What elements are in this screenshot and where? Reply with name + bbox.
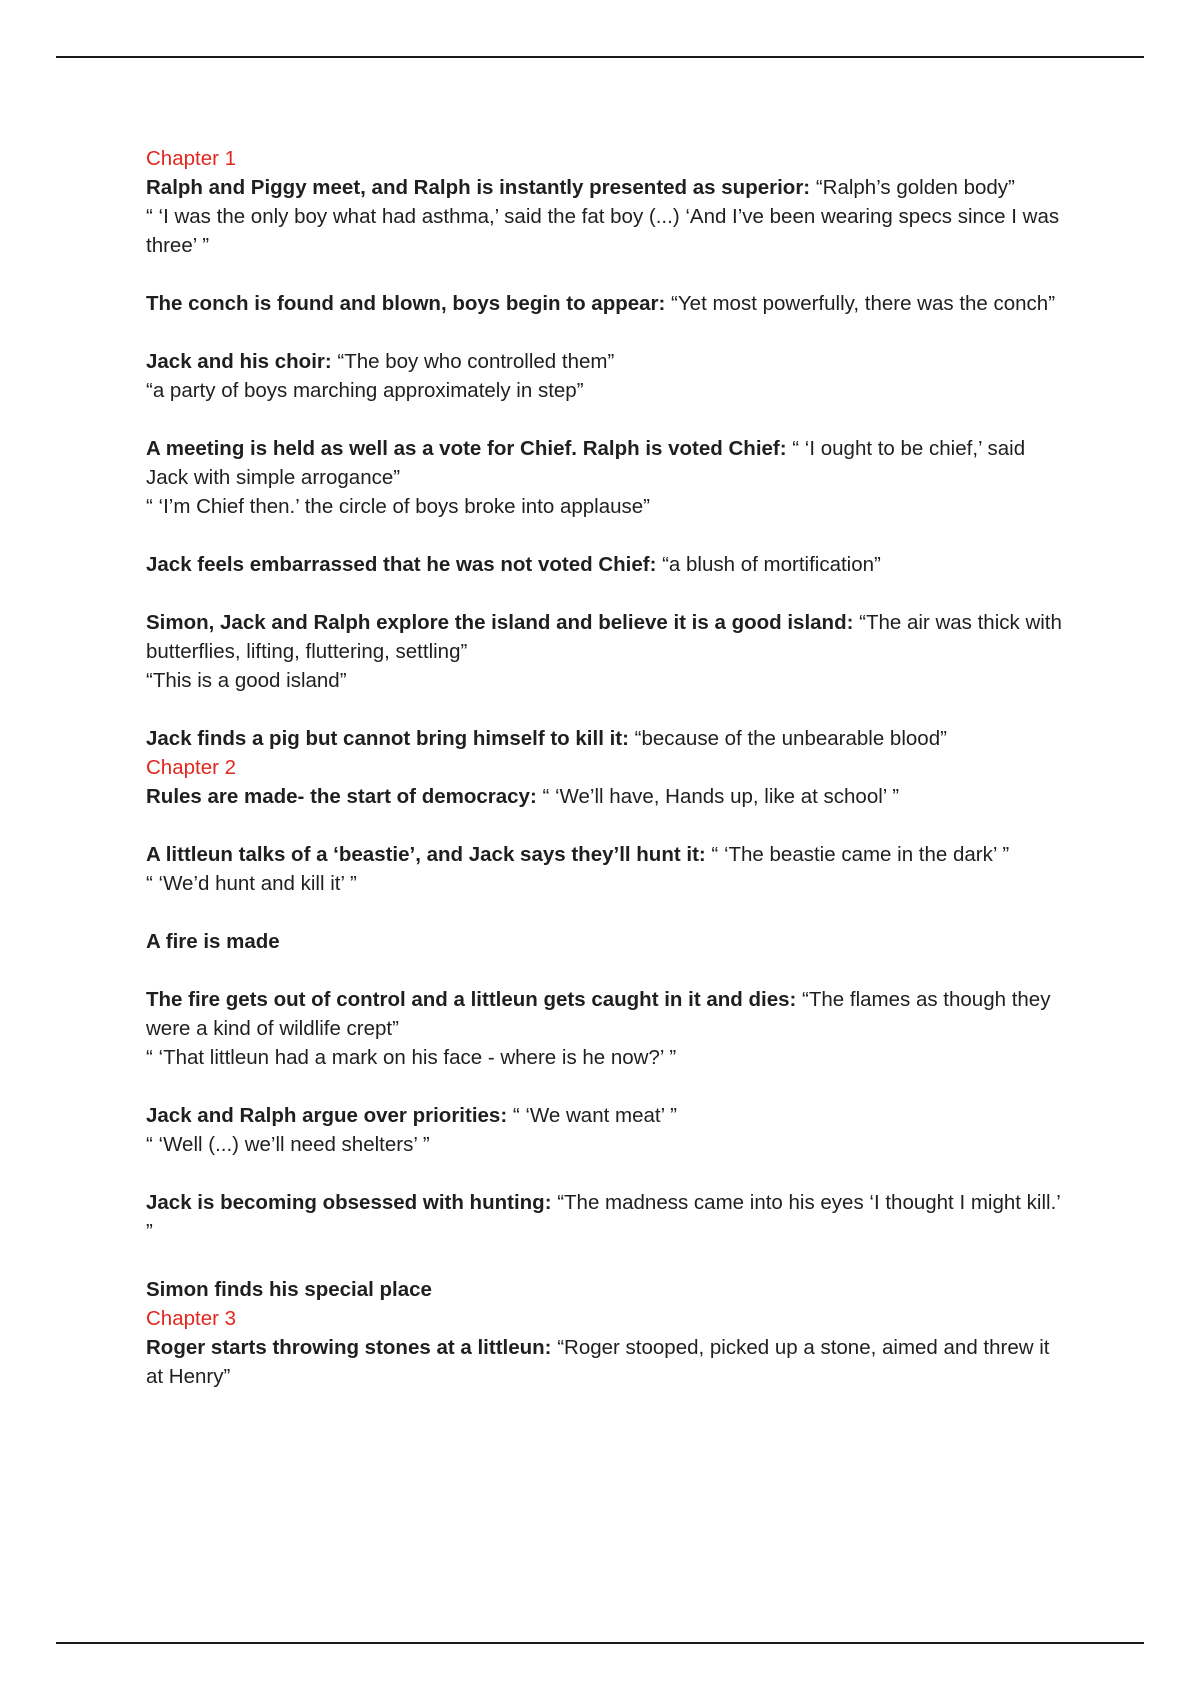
event-heading: A fire is made (146, 930, 280, 953)
summary-entry (146, 927, 1066, 956)
summary-entry (146, 347, 1066, 405)
event-heading: Roger starts throwing stones at a littleun: (146, 1336, 552, 1359)
event-heading: Jack feels embarrassed that he was not voted Chief: (146, 553, 657, 576)
entry-line (146, 1188, 1066, 1246)
entry-line (146, 782, 1066, 811)
quote-line: “ ‘That littleun had a mark on his face - where is he now?’ ” (146, 1046, 677, 1069)
summary-entry (146, 1333, 1066, 1391)
entry-line (146, 289, 1066, 318)
top-rule (56, 56, 1144, 58)
summary-entry (146, 1101, 1066, 1159)
quote-line: “ ‘I’m Chief then.’ the circle of boys broke into applause” (146, 495, 651, 518)
chapter-title: Chapter 3 (146, 1307, 237, 1330)
event-heading: A littleun talks of a ‘beastie’, and Jack says they’ll hunt it: (146, 843, 706, 866)
summary-entry (146, 985, 1066, 1072)
chapter-section (146, 753, 1066, 1304)
chapter-title: Chapter 2 (146, 756, 237, 779)
summary-entry (146, 840, 1066, 898)
quote-line: “a party of boys marching approximately in step” (146, 379, 584, 402)
chapter-title: Chapter 1 (146, 147, 237, 170)
event-heading: The conch is found and blown, boys begin to appear: (146, 292, 666, 315)
summary-entry (146, 289, 1066, 318)
quote-text: “ ‘We want meat’ ” (507, 1104, 677, 1127)
entry-line (146, 173, 1066, 202)
quote-text: “ ‘I ought to be chief,’ said Jack with simple arrogance” (146, 437, 1026, 489)
chapter-section (146, 1304, 1066, 1391)
quote-line: “ ‘I was the only boy what had asthma,’ said the fat boy (...) ‘And I’ve been wearing specs since I was three’ ” (146, 205, 1060, 257)
quote-line: “ ‘We’d hunt and kill it’ ” (146, 872, 357, 895)
quote-text: “The madness came into his eyes ‘I thought I might kill.’ ” (146, 1191, 1061, 1243)
entry-line (146, 347, 1066, 376)
event-heading: Rules are made- the start of democracy: (146, 785, 537, 808)
document-body (146, 144, 1066, 1391)
summary-entry (146, 550, 1066, 579)
entry-line (146, 1101, 1066, 1130)
entry-line (146, 1333, 1066, 1391)
event-heading: Jack is becoming obsessed with hunting: (146, 1191, 552, 1214)
entry-line (146, 724, 1066, 753)
event-heading: Simon, Jack and Ralph explore the island and believe it is a good island: (146, 611, 854, 634)
entry-line (146, 927, 1066, 956)
entry-line (146, 434, 1066, 492)
event-heading: Jack and his choir: (146, 350, 332, 373)
quote-text: “ ‘The beastie came in the dark’ ” (705, 843, 1010, 866)
quote-text: “The boy who controlled them” (331, 350, 615, 373)
event-heading: The fire gets out of control and a littleun gets caught in it and dies: (146, 988, 797, 1011)
entry-line (146, 1275, 1066, 1304)
quote-line: “ ‘Well (...) we’ll need shelters’ ” (146, 1133, 430, 1156)
summary-entry (146, 724, 1066, 753)
quote-text: “Yet most powerfully, there was the conch” (665, 292, 1056, 315)
summary-entry (146, 173, 1066, 260)
entry-line (146, 608, 1066, 666)
quote-text: “a blush of mortification” (656, 553, 881, 576)
quote-text: “Ralph’s golden body” (810, 176, 1015, 199)
quote-text: “The air was thick with butterflies, lifting, fluttering, settling” (146, 611, 1062, 663)
event-heading: A meeting is held as well as a vote for Chief. Ralph is voted Chief: (146, 437, 787, 460)
summary-entry (146, 434, 1066, 521)
event-heading: Jack and Ralph argue over priorities: (146, 1104, 508, 1127)
quote-text: “because of the unbearable blood” (628, 727, 947, 750)
chapter-section (146, 144, 1066, 753)
summary-entry (146, 782, 1066, 811)
quote-text: “ ‘We’ll have, Hands up, like at school’ ” (536, 785, 900, 808)
quote-text: “Roger stooped, picked up a stone, aimed and threw it at Henry” (146, 1336, 1050, 1388)
summary-entry (146, 1275, 1066, 1304)
quote-text: “The flames as though they were a kind of wildlife crept” (146, 988, 1051, 1040)
summary-entry (146, 1188, 1066, 1246)
summary-entry (146, 608, 1066, 695)
entry-line (146, 985, 1066, 1043)
event-heading: Jack finds a pig but cannot bring himself to kill it: (146, 727, 629, 750)
entry-line (146, 550, 1066, 579)
event-heading: Ralph and Piggy meet, and Ralph is instantly presented as superior: (146, 176, 811, 199)
event-heading: Simon finds his special place (146, 1278, 432, 1301)
entry-line (146, 840, 1066, 869)
bottom-rule (56, 1642, 1144, 1644)
quote-line: “This is a good island” (146, 669, 347, 692)
